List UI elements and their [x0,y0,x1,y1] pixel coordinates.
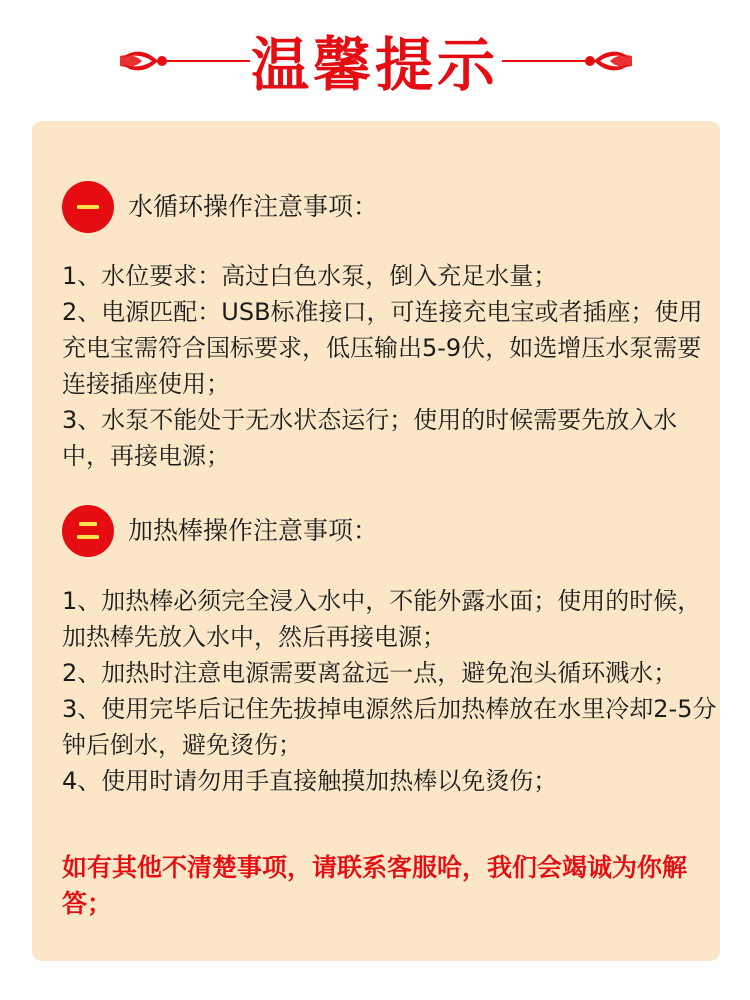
list-item: 3、使用完毕后记住先拔掉电源然后加热棒放在水里冷却2-5分钟后倒水，避免烫伤； [62,695,717,759]
section-header-water-circulation [62,182,378,232]
number-two-badge-icon [62,505,114,557]
page-title: 温馨提示 [250,31,499,99]
header [0,0,750,120]
list-item: 4、使用时请勿用手直接触摸加热棒以免烫伤； [62,767,558,795]
section-title: 水循环操作注意事项： [128,192,379,221]
section-water-circulation-list [62,258,717,474]
list-item: 1、加热棒必须完全浸入水中，不能外露水面；使用的时候，加热棒先放入水中，然后再接电源； [62,587,702,651]
list-item: 2、加热时注意电源需要离盆远一点，避免泡头循环溅水； [62,659,678,687]
swirl-ornament-icon [498,44,634,78]
list-item: 3、水泵不能处于无水状态运行；使用的时候需要先放入水中，再接电源； [62,406,678,470]
notice-panel [32,121,720,961]
number-one-badge-icon [62,181,114,233]
section-heater-list [62,583,717,799]
list-item: 1、水位要求：高过白色水泵，倒入充足水量； [62,262,558,290]
customer-service-note: 如有其他不清楚事项，请联系客服哈，我们会竭诚为你解答； [62,853,688,918]
section-title: 加热棒操作注意事项： [128,516,379,545]
section-header-heater [62,506,378,556]
list-item: 2、电源匹配：USB标准接口，可连接充电宝或者插座；使用充电宝需符合国标要求，低压输出5-9伏，如选增压水泵需要连接插座使用； [62,298,703,398]
